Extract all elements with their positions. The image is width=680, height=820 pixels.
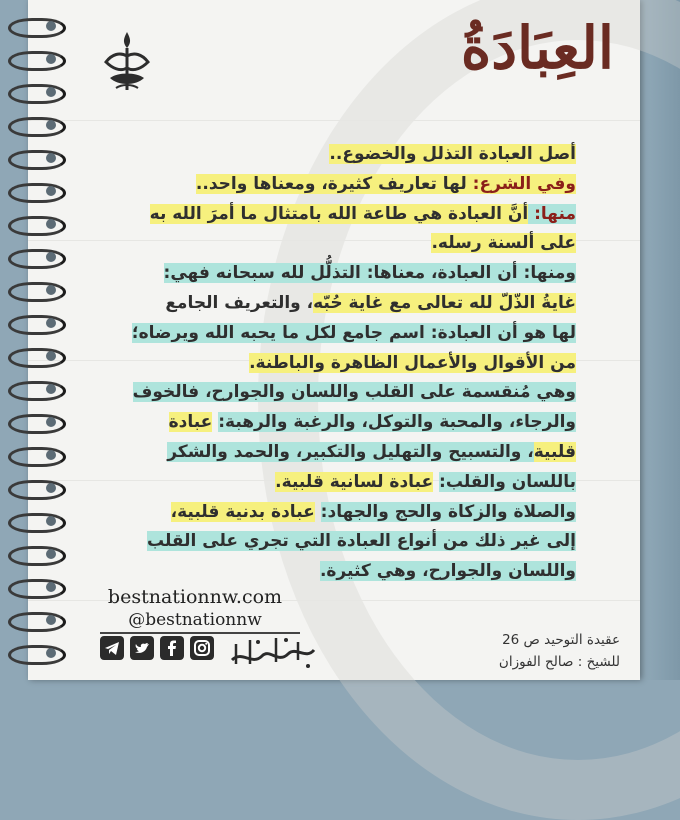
text-span: ، والتعريف الجامع bbox=[165, 292, 314, 313]
binding-ring bbox=[8, 216, 66, 236]
binding-ring bbox=[8, 546, 66, 566]
binding-ring bbox=[8, 414, 66, 434]
text-span: والصلاة والزكاة والحج والجهاد: bbox=[320, 501, 576, 522]
website-link[interactable]: bestnationnw.com bbox=[107, 586, 283, 608]
binding-ring bbox=[8, 150, 66, 170]
paragraph-2 bbox=[92, 170, 576, 200]
binding-hole bbox=[46, 87, 56, 97]
social-icons bbox=[100, 636, 214, 660]
page-title: العِبَادَةُ bbox=[460, 14, 614, 82]
facebook-icon[interactable] bbox=[160, 636, 184, 660]
text-span: وفي الشرع: bbox=[466, 173, 576, 194]
source-book: عقيدة التوحيد ص 26 bbox=[502, 632, 620, 648]
binding-hole bbox=[46, 186, 56, 196]
text-span: باللسان والقلب: bbox=[439, 471, 576, 492]
brand-calligraphy-logo bbox=[228, 630, 318, 674]
text-span: عبادة لسانية قلبية. bbox=[275, 471, 434, 492]
binding-hole bbox=[46, 582, 56, 592]
binding-hole bbox=[46, 219, 56, 229]
text-span: على ألسنة رسله. bbox=[431, 233, 576, 254]
article-body bbox=[92, 140, 576, 587]
text-span: لها تعاريف كثيرة، ومعناها واحد.. bbox=[195, 173, 467, 194]
binding-ring bbox=[8, 315, 66, 335]
twitter-icon[interactable] bbox=[130, 636, 154, 660]
text-span: عبادة بدنية قلبية، bbox=[170, 501, 315, 522]
binding-ring bbox=[8, 348, 66, 368]
binding-hole bbox=[46, 648, 56, 658]
binding-ring bbox=[8, 282, 66, 302]
brand-logo-icon bbox=[96, 28, 158, 94]
paragraph-3 bbox=[92, 200, 576, 260]
binding-hole bbox=[46, 351, 56, 361]
paragraph-6 bbox=[92, 498, 576, 587]
binding-ring bbox=[8, 579, 66, 599]
binding-hole bbox=[46, 318, 56, 328]
paragraph-4 bbox=[92, 259, 576, 378]
text-span: قلبية bbox=[533, 441, 576, 462]
text-span: ، والتسبيح والتهليل والتكبير، والحمد والشكر bbox=[167, 441, 534, 462]
binding-hole bbox=[46, 549, 56, 559]
binding-hole bbox=[46, 483, 56, 493]
binding-hole bbox=[46, 417, 56, 427]
binding-hole bbox=[46, 54, 56, 64]
binding-ring bbox=[8, 612, 66, 632]
source-author: للشيخ : صالح الفوزان bbox=[498, 654, 620, 670]
text-span: لها هو أن العبادة: اسم جامع لكل ما يحبه الله ويرضاه؛ bbox=[131, 322, 576, 343]
binding-hole bbox=[46, 516, 56, 526]
text-span: منها: bbox=[528, 203, 576, 224]
text-span: واللسان والجوارح، وهي كثيرة. bbox=[319, 561, 576, 582]
text-span: وهي مُنقسمة على القلب واللسان والجوارح، فالخوف bbox=[132, 382, 576, 403]
binding-hole bbox=[46, 450, 56, 460]
binding-ring bbox=[8, 51, 66, 71]
source-citation bbox=[400, 629, 620, 673]
binding-hole bbox=[46, 21, 56, 31]
binding-hole bbox=[46, 384, 56, 394]
text-span: ومنها: أن العبادة، معناها: التذلُّل لله سبحانه فهي: bbox=[163, 263, 576, 284]
text-span: أنَّ العبادة هي طاعة الله بامتثال ما أمرَ الله به bbox=[149, 203, 529, 224]
binding-ring bbox=[8, 249, 66, 269]
footer-contact bbox=[100, 586, 290, 630]
binding-ring bbox=[8, 183, 66, 203]
spiral-binding bbox=[0, 0, 70, 680]
binding-hole bbox=[46, 120, 56, 130]
paragraph-1 bbox=[92, 140, 576, 170]
text-span: أصل العبادة التذلل والخضوع.. bbox=[329, 144, 576, 164]
text-span: عبادة bbox=[168, 412, 213, 433]
text-span: من الأقوال والأعمال الظاهرة والباطنة. bbox=[249, 352, 576, 373]
social-handle[interactable]: @bestnationnw bbox=[128, 610, 262, 630]
binding-ring bbox=[8, 84, 66, 104]
binding-hole bbox=[46, 615, 56, 625]
binding-hole bbox=[46, 153, 56, 163]
binding-hole bbox=[46, 252, 56, 262]
binding-hole bbox=[46, 285, 56, 295]
text-span: والرجاء، والمحبة والتوكل، والرغبة والرهبة: bbox=[218, 412, 576, 433]
text-span: غايةُ الذّلّ لله تعالى مع غاية حُبّه bbox=[313, 292, 576, 313]
paragraph-5 bbox=[92, 378, 576, 497]
instagram-icon[interactable] bbox=[190, 636, 214, 660]
telegram-icon[interactable] bbox=[100, 636, 124, 660]
text-span: إلى غير ذلك من أنواع العبادة التي تجري على القلب bbox=[146, 531, 576, 552]
binding-ring bbox=[8, 18, 66, 38]
binding-ring bbox=[8, 381, 66, 401]
binding-ring bbox=[8, 117, 66, 137]
binding-ring bbox=[8, 645, 66, 665]
binding-ring bbox=[8, 480, 66, 500]
binding-ring bbox=[8, 513, 66, 533]
binding-ring bbox=[8, 447, 66, 467]
